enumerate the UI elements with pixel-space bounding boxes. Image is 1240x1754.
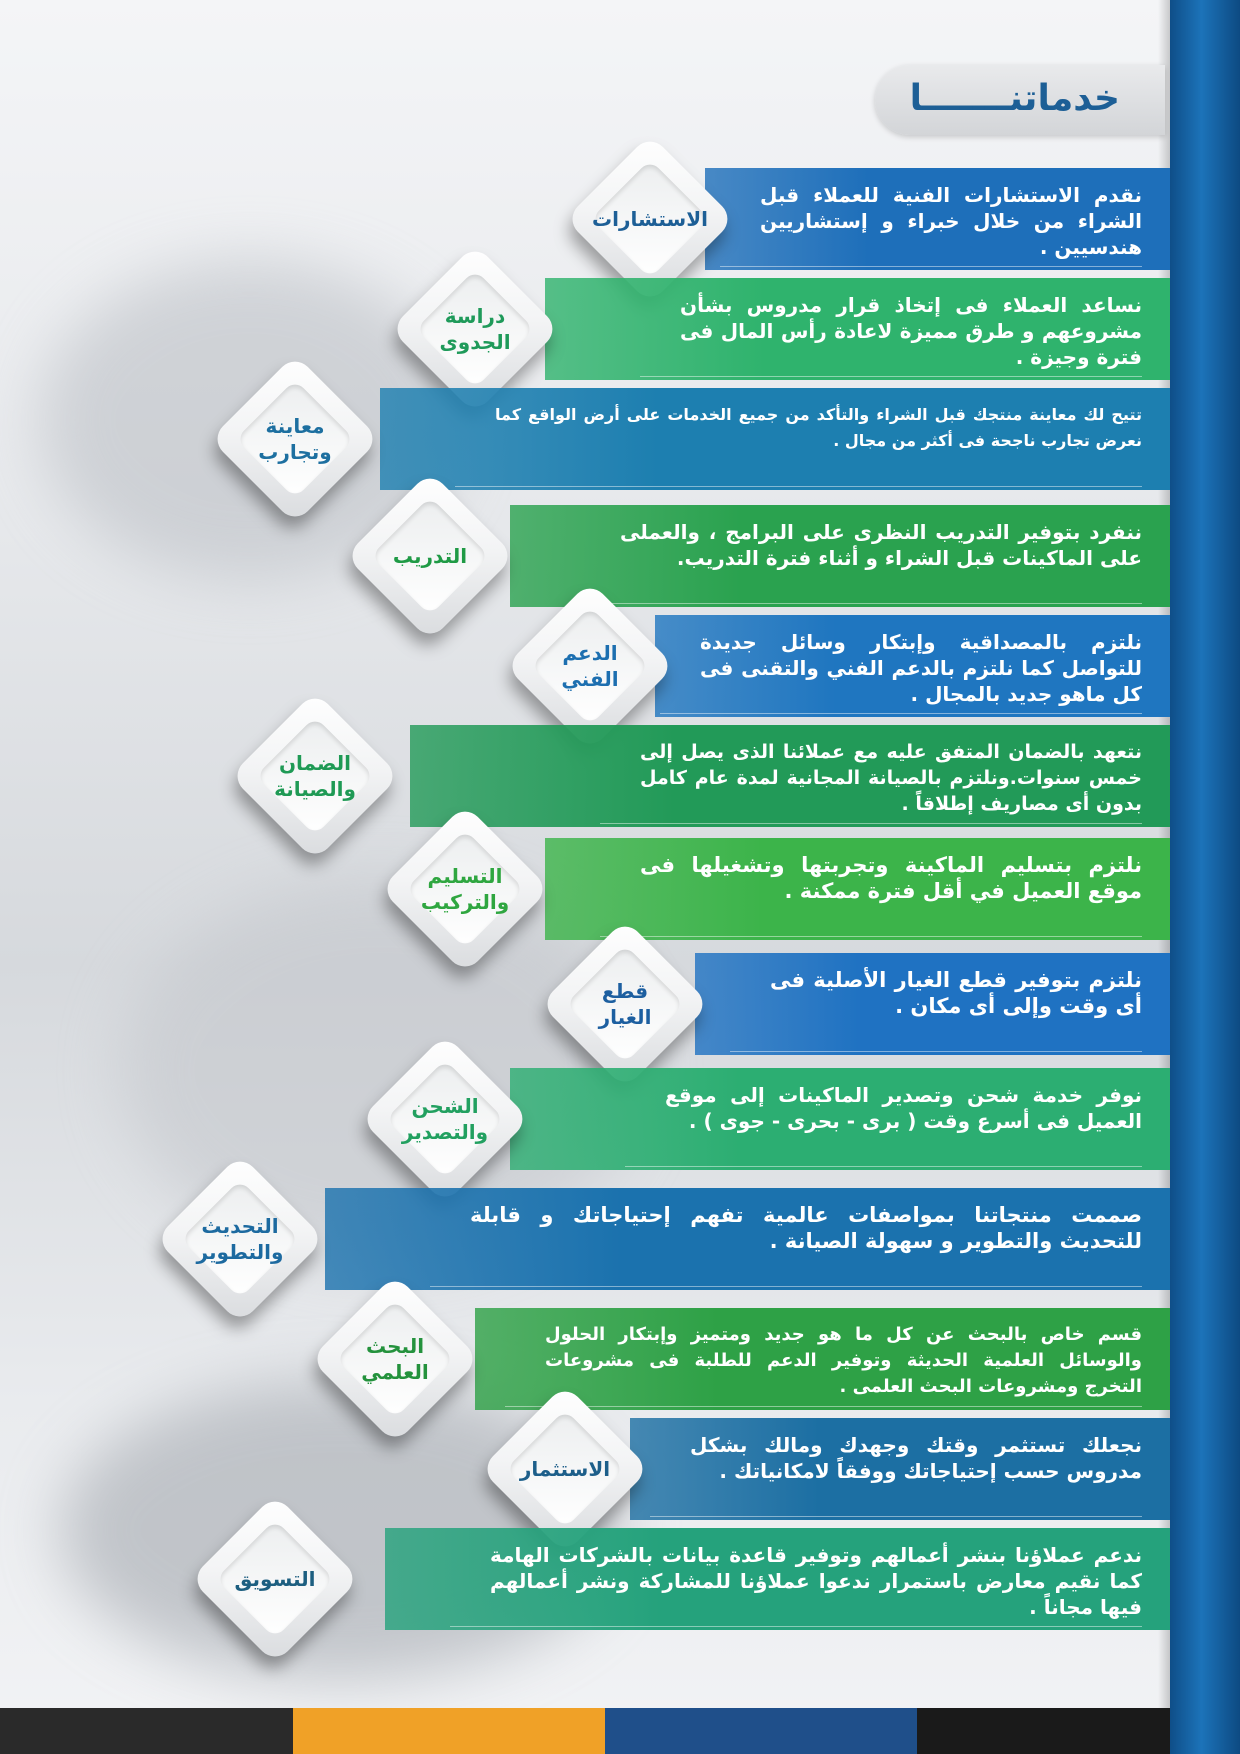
service-title: التسليم والتركيب [420, 864, 510, 914]
service-title: معاينة وتجارب [258, 414, 332, 464]
service-title: الضمان والصيانة [274, 751, 356, 801]
band-divider [720, 266, 1142, 267]
service-title: دراسة الجدوى [439, 304, 511, 354]
band-divider [640, 376, 1142, 377]
service-description: نجعلك تستثمر وقتك وجهدك ومالك بشكل مدروس حسب إحتياجاتك ووفقاً لامكانياتك . [690, 1433, 1142, 1483]
bottom-strip-segment [605, 1708, 917, 1754]
service-diamond [150, 1149, 330, 1329]
page-title: خدماتنـــــــا [909, 78, 1120, 119]
service-title: الشحن والتصدير [401, 1094, 489, 1144]
service-diamond [355, 1029, 535, 1209]
service-diamond [535, 914, 715, 1094]
service-title: التسويق [234, 1567, 316, 1591]
band-divider [650, 1516, 1142, 1517]
band-divider [430, 1286, 1142, 1287]
service-description: ننفرد بتوفير التدريب النظرى على البرامج ، والعملى على الماكينات قبل الشراء و أثناء فترة التدريب. [620, 520, 1142, 570]
service-description: تتيح لك معاينة منتجك قبل الشراء والتأكد من جميع الخدمات على أرض الواقع كما نعرض تجارب ناجحة فى أكثر من مجال . [495, 405, 1142, 450]
band-divider [455, 486, 1142, 487]
service-description: نلتزم بالمصداقية وإبتكار وسائل جديدة للتواصل كما نلتزم بالدعم الفني والتقنى فى كل ماهو جديد بالمجال . [700, 630, 1142, 706]
service-description: نساعد العملاء فى إتخاذ قرار مدروس بشأن مشروعهم و طرق مميزة لاعادة رأس المال فى فترة وجيزة . [680, 293, 1142, 369]
service-description: نلتزم بتسليم الماكينة وتجربتها وتشغيلها فى موقع العميل في أقل فترة ممكنة . [640, 853, 1142, 903]
band-divider [600, 823, 1142, 824]
service-description: نلتزم بتوفير قطع الغيار الأصلية فى أى وقت وإلى أى مكان . [770, 968, 1142, 1018]
service-title: التحديث والتطوير [196, 1214, 284, 1264]
service-diamond [305, 1269, 485, 1449]
bottom-color-strip [0, 1708, 1170, 1754]
page-side-bar [1170, 0, 1240, 1754]
service-description: نوفر خدمة شحن وتصدير الماكينات إلى موقع العميل فى أسرع وقت ( برى - بحرى - جوى ) . [665, 1083, 1142, 1133]
bottom-strip-segment [917, 1708, 1170, 1754]
service-description: ندعم عملاؤنا بنشر أعمالهم وتوفير قاعدة بيانات بالشركات الهامة كما نقيم معارض باستمرار ندعوا عملاؤنا للمشاركة ونشر أعمالهم فيها مجاناً . [490, 1543, 1142, 1619]
service-description: صممت منتجاتنا بمواصفات عالمية تفهم إحتياجاتك و قابلة للتحديث والتطوير و سهولة الصيانة . [470, 1203, 1142, 1253]
service-diamond [375, 799, 555, 979]
service-title: التدريب [392, 544, 468, 568]
bottom-strip-segment [293, 1708, 605, 1754]
service-description: قسم خاص بالبحث عن كل ما هو جديد ومتميز وإبتكار الحلول والوسائل العلمية الحديثة وتوفير الدعم للطلبة فى مشروعات التخرج ومشروعات البحث العلمى . [545, 1324, 1142, 1397]
service-diamond [340, 466, 520, 646]
band-divider [450, 1626, 1142, 1627]
bottom-strip-segment [0, 1708, 293, 1754]
band-divider [625, 1166, 1142, 1167]
band-divider [730, 1051, 1142, 1052]
band-divider [660, 713, 1142, 714]
service-diamond [185, 1489, 365, 1669]
service-title: قطع الغيار [598, 979, 652, 1029]
service-title: البحث العلمي [361, 1334, 429, 1384]
service-title: الاستثمار [519, 1457, 611, 1481]
service-description: نتعهد بالضمان المتفق عليه مع عملائنا الذى يصل إلى خمس سنوات.ونلتزم بالصيانة المجانية لمدة عام كامل بدون أى مصاريف إطلاقاً . [640, 741, 1142, 815]
service-title: الدعم الفني [561, 641, 619, 691]
service-description: نقدم الاستشارات الفنية للعملاء قبل الشراء من خلال خبراء و إستشاريين هندسيين . [760, 183, 1142, 259]
service-title: الاستشارات [592, 207, 708, 231]
